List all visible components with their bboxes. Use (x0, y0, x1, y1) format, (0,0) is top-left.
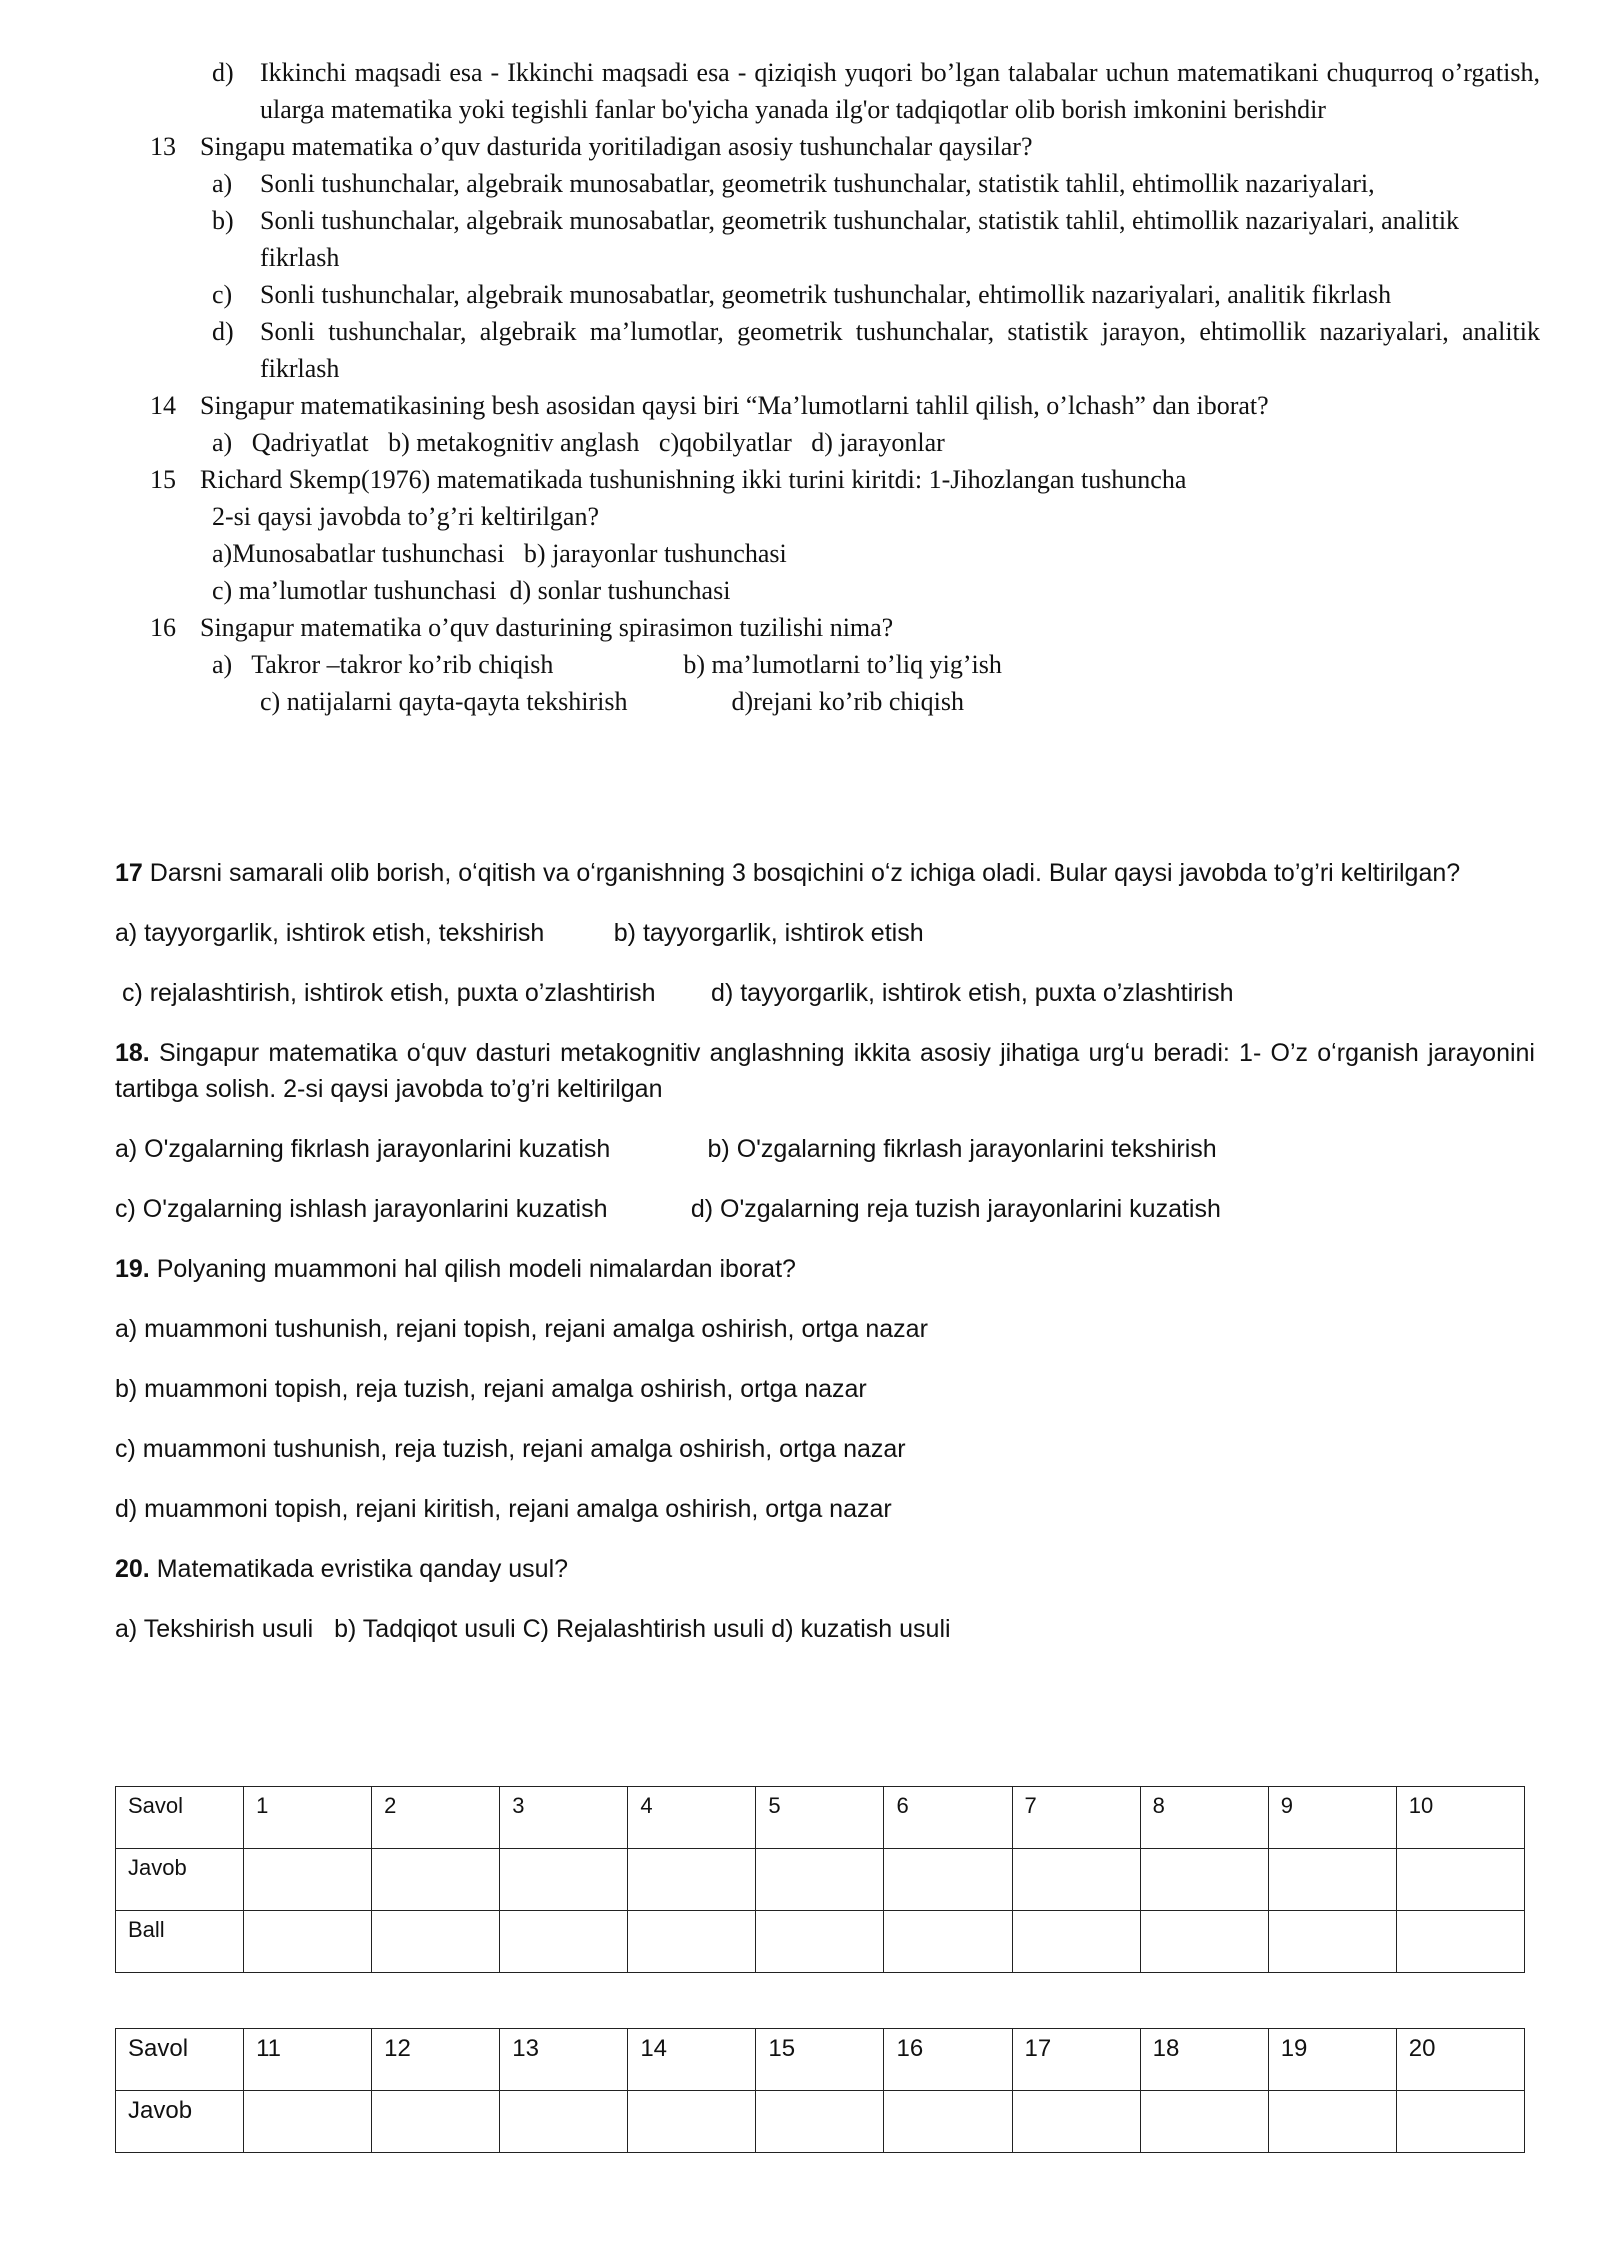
q13-option-a (212, 165, 1540, 202)
row-label-javob: Javob (116, 1849, 244, 1911)
answer-cell[interactable] (756, 2091, 884, 2153)
q19-option-b: b) muammoni topish, reja tuzish, rejani amalga oshirish, ortga nazar (115, 1375, 867, 1403)
answer-cell[interactable] (244, 1849, 372, 1911)
question-number: 14 (150, 391, 176, 420)
column-header: 17 (1012, 2029, 1140, 2091)
answer-cell[interactable] (628, 1849, 756, 1911)
score-cell[interactable] (756, 1911, 884, 1973)
q16-options-line-2: c) natijalarni qayta-qayta tekshirish d)rejani ko’rib chiqish (260, 687, 964, 716)
option-text: Sonli tushunchalar, algebraik ma’lumotlar, geometrik tushunchalar, statistik jarayon, ehtimollik nazariyalari, analitik fikrlash (260, 317, 1540, 383)
q13-option-b (212, 202, 1540, 276)
question-text: Richard Skemp(1976) matematikada tushunishning ikki turini kiritdi: 1-Jihozlangan tushuncha (200, 465, 1187, 494)
answer-cell[interactable] (244, 2091, 372, 2153)
question-number: 16 (150, 613, 176, 642)
q19-option-c: c) muammoni tushunish, reja tuzish, rejani amalga oshirish, ortga nazar (115, 1435, 906, 1463)
question-text: Singapur matematika oʻquv dasturi metakognitiv anglashning ikkita asosiy jihatiga urgʻu beradi: 1- O’z oʻrganish jarayonini tartibga solish. 2-si qaysi javobda to’g’ri keltirilgan (115, 1039, 1535, 1103)
q14-options: a) Qadriyatlat b) metakognitiv anglash c)qobilyatlar d) jarayonlar (212, 428, 945, 457)
question-text: Singapur matematika o’quv dasturining spirasimon tuzilishi nima? (200, 613, 894, 642)
answer-cell[interactable] (500, 2091, 628, 2153)
column-header: 14 (628, 2029, 756, 2091)
question-20 (115, 1551, 1535, 1587)
option-text: Sonli tushunchalar, algebraik munosabatlar, geometrik tushunchalar, statistik tahlil, ehtimollik nazariyalari, analitik fikrlash (260, 206, 1460, 272)
q16-options-line-1: a) Takror –takror ko’rib chiqish b) ma’lumotlarni to’liq yig’ish (212, 650, 1002, 679)
column-header: 4 (628, 1787, 756, 1849)
column-header: 6 (884, 1787, 1012, 1849)
column-header: 12 (372, 2029, 500, 2091)
column-header: 19 (1268, 2029, 1396, 2091)
q17-options-line-2: c) rejalashtirish, ishtirok etish, puxta o’zlashtirish d) tayyorgarlik, ishtirok etish, puxta o’zlashtirish (115, 979, 1234, 1007)
option-text: Sonli tushunchalar, algebraik munosabatlar, geometrik tushunchalar, statistik tahlil, ehtimollik nazariyalari, (260, 169, 1375, 198)
answer-cell[interactable] (1140, 2091, 1268, 2153)
option-text: Sonli tushunchalar, algebraik munosabatlar, geometrik tushunchalar, ehtimollik nazariyalari, analitik fikrlash (260, 280, 1392, 309)
row-label-savol: Savol (116, 1787, 244, 1849)
score-cell[interactable] (500, 1911, 628, 1973)
q12-option-d (212, 54, 1540, 128)
column-header: 2 (372, 1787, 500, 1849)
answer-cell[interactable] (500, 1849, 628, 1911)
answer-cell[interactable] (756, 1849, 884, 1911)
question-number: 20. (115, 1555, 150, 1583)
question-18 (115, 1035, 1535, 1107)
question-19 (115, 1251, 1535, 1287)
question-15-continuation: 2-si qaysi javobda to’g’ri keltirilgan? (212, 502, 600, 531)
answer-cell[interactable] (1012, 2091, 1140, 2153)
score-cell[interactable] (1268, 1911, 1396, 1973)
question-13 (150, 128, 1540, 165)
answer-cell[interactable] (628, 2091, 756, 2153)
question-text: Singapu matematika o’quv dasturida yoritiladigan asosiy tushunchalar qaysilar? (200, 132, 1033, 161)
q15-options-line-2: c) ma’lumotlar tushunchasi d) sonlar tushunchasi (212, 576, 731, 605)
question-text: Singapur matematikasining besh asosidan qaysi biri “Ma’lumotlarni tahlil qilish, o’lchash” dan iborat? (200, 391, 1269, 420)
column-header: 9 (1268, 1787, 1396, 1849)
answer-cell[interactable] (372, 2091, 500, 2153)
score-cell[interactable] (1140, 1911, 1268, 1973)
column-header: 10 (1396, 1787, 1524, 1849)
q13-option-c (212, 276, 1540, 313)
row-label-savol: Savol (116, 2029, 244, 2091)
table-row (116, 1787, 1525, 1849)
table-row (116, 1849, 1525, 1911)
column-header: 8 (1140, 1787, 1268, 1849)
score-cell[interactable] (244, 1911, 372, 1973)
q15-options-line-1: a)Munosabatlar tushunchasi b) jarayonlar tushunchasi (212, 539, 787, 568)
question-text: Matematikada evristika qanday usul? (149, 1555, 569, 1583)
table-row (116, 2091, 1525, 2153)
q19-option-a: a) muammoni tushunish, rejani topish, rejani amalga oshirish, ortga nazar (115, 1315, 928, 1343)
question-14 (150, 387, 1540, 424)
answer-cell[interactable] (884, 1849, 1012, 1911)
column-header: 5 (756, 1787, 884, 1849)
answer-cell[interactable] (1268, 1849, 1396, 1911)
answer-cell[interactable] (1140, 1849, 1268, 1911)
q17-options-line-1: a) tayyorgarlik, ishtirok etish, tekshirish b) tayyorgarlik, ishtirok etish (115, 919, 924, 947)
answer-cell[interactable] (1268, 2091, 1396, 2153)
question-17 (115, 855, 1535, 891)
answer-cell[interactable] (1012, 1849, 1140, 1911)
sans-questions-section (115, 855, 1535, 1647)
question-15 (150, 461, 1540, 498)
answer-cell[interactable] (884, 2091, 1012, 2153)
q20-options: a) Tekshirish usuli b) Tadqiqot usuli C) Rejalashtirish usuli d) kuzatish usuli (115, 1615, 951, 1643)
option-letter: d) (212, 58, 234, 87)
table-row (116, 2029, 1525, 2091)
answer-cell[interactable] (372, 1849, 500, 1911)
answer-table-1 (115, 1786, 1525, 1973)
question-number: 18. (115, 1039, 150, 1067)
score-cell[interactable] (372, 1911, 500, 1973)
column-header: 18 (1140, 2029, 1268, 2091)
row-label-ball: Ball (116, 1911, 244, 1973)
column-header: 20 (1396, 2029, 1524, 2091)
q13-option-d (212, 313, 1540, 387)
q19-option-d: d) muammoni topish, rejani kiritish, rejani amalga oshirish, ortga nazar (115, 1495, 892, 1523)
option-letter: b) (212, 206, 234, 235)
score-cell[interactable] (1012, 1911, 1140, 1973)
column-header: 16 (884, 2029, 1012, 2091)
question-number: 13 (150, 132, 176, 161)
score-cell[interactable] (1396, 1911, 1524, 1973)
question-number: 19. (115, 1255, 150, 1283)
table-row (116, 1911, 1525, 1973)
serif-questions-section (150, 54, 1540, 720)
score-cell[interactable] (884, 1911, 1012, 1973)
question-number: 17 (115, 859, 143, 887)
question-text: Darsni samarali olib borish, oʻqitish va oʻrganishning 3 bosqichini oʻz ichiga oladi. Bular qaysi javobda to’g’ri keltirilgan? (142, 859, 1461, 887)
column-header: 1 (244, 1787, 372, 1849)
option-letter: d) (212, 317, 234, 346)
question-text: Polyaning muammoni hal qilish modeli nimalardan iborat? (149, 1255, 796, 1283)
q18-options-line-1: a) O'zgalarning fikrlash jarayonlarini kuzatish b) O'zgalarning fikrlash jarayonlarini tekshirish (115, 1135, 1217, 1163)
question-number: 15 (150, 465, 176, 494)
answer-table-2 (115, 2028, 1525, 2153)
column-header: 3 (500, 1787, 628, 1849)
option-letter: a) (212, 169, 233, 198)
answer-cell[interactable] (1396, 2091, 1524, 2153)
score-cell[interactable] (628, 1911, 756, 1973)
answer-cell[interactable] (1396, 1849, 1524, 1911)
q18-options-line-2: c) O'zgalarning ishlash jarayonlarini kuzatish d) O'zgalarning reja tuzish jarayonlarini kuzatish (115, 1195, 1221, 1223)
option-letter: c) (212, 280, 233, 309)
column-header: 7 (1012, 1787, 1140, 1849)
row-label-javob: Javob (116, 2091, 244, 2153)
option-text: Ikkinchi maqsadi esa - Ikkinchi maqsadi esa - qiziqish yuqori bo’lgan talabalar uchun matematikani chuqurroq o’rgatish, ularga matematika yoki tegishli fanlar bo'yicha yanada ilg'or tadqiqotlar olib borish imkonini berishdir (260, 58, 1540, 124)
column-header: 15 (756, 2029, 884, 2091)
question-16 (150, 609, 1540, 646)
column-header: 13 (500, 2029, 628, 2091)
column-header: 11 (244, 2029, 372, 2091)
